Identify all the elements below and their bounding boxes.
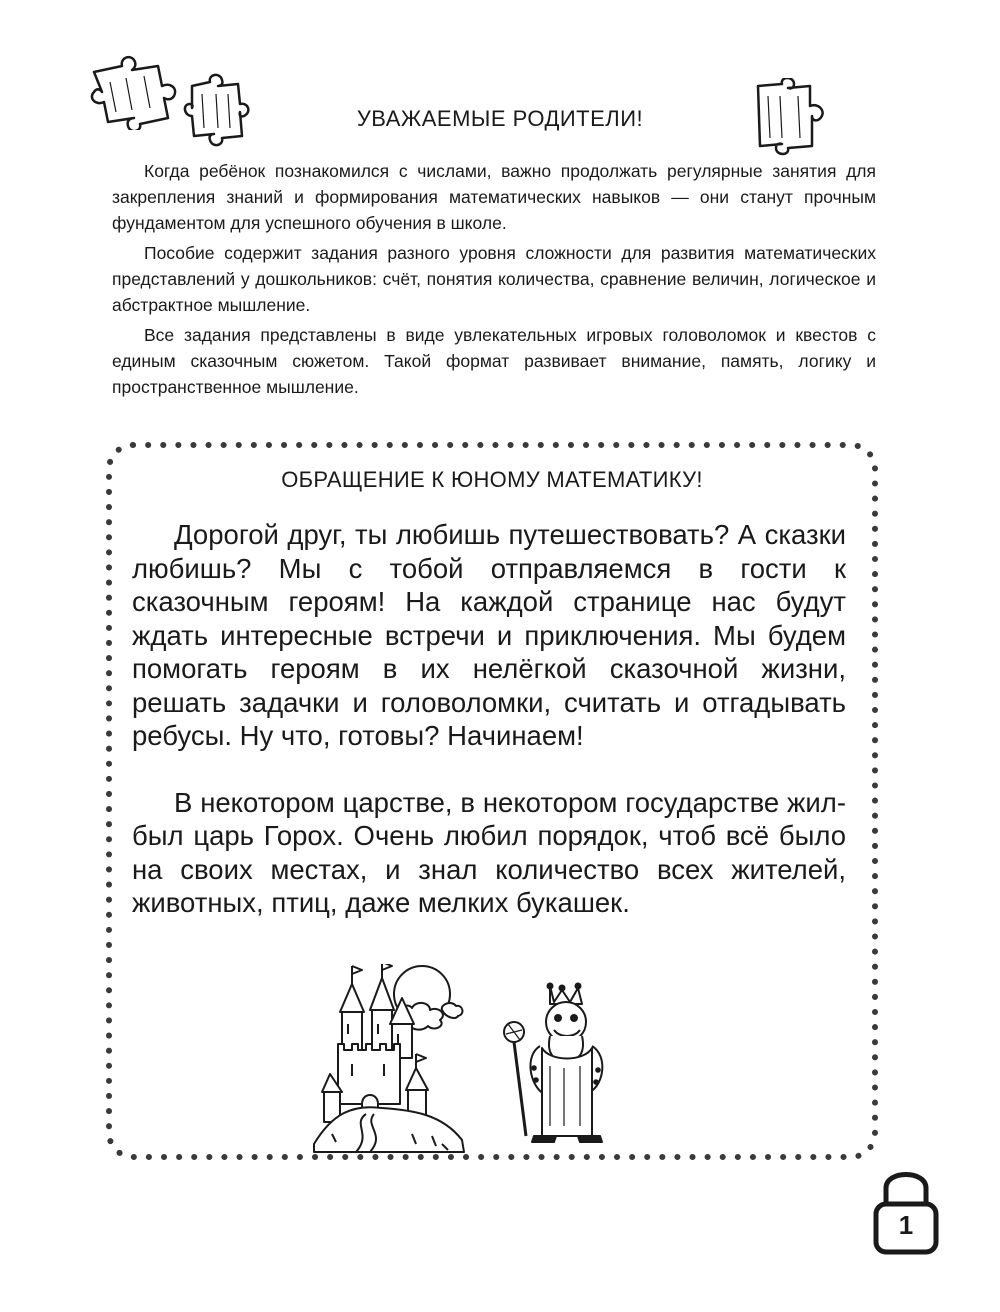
parents-paragraph: Пособие содержит задания разного уровня сложности для развития математических представлений у дошкольников: счёт, понятия количества, сравнение величин, логическое и абстрактное мышление. [112, 243, 876, 315]
parents-paragraph: Все задания представлены в виде увлекательных игровых головоломок и квестов с единым сказочным сюжетом. Такой формат развивает внимание, память, логику и пространственное мышление. [112, 325, 876, 397]
parents-paragraph: Когда ребёнок познакомился с числами, важно продолжать регулярные занятия для закрепления знаний и формирования математических навыков — они станут прочным фундаментом для успешного обучения в школе. [112, 161, 876, 233]
king-illustration [494, 976, 626, 1144]
kid-paragraph: В некотором царстве, в некотором государстве жил-был царь Горох. Очень любил порядок, чтоб всё было на своих местах, и знал количество всех жителей, животных, птиц, даже мелких букашек. [132, 786, 846, 918]
kid-paragraph: Дорогой друг, ты любишь путешествовать? А сказки любишь? Мы с тобой отправляемся в гости к сказочным героям! На каждой странице нас будут ждать интересные встречи и приключения. Мы будем помогать героям в их нелёгкой сказочной жизни, решать задачки и головоломки, считать и отгадывать ребусы. Ну что, готовы? Начинаем! [132, 519, 846, 751]
page-number: 1 [898, 1210, 914, 1240]
kid-title: ОБРАЩЕНИЕ К ЮНОМУ МАТЕМАТИКУ! [281, 467, 703, 492]
parents-text [112, 158, 876, 404]
parents-title: УВАЖАЕМЫЕ РОДИТЕЛИ! [356, 106, 644, 131]
kid-text [132, 518, 846, 920]
castle-illustration [312, 964, 472, 1156]
